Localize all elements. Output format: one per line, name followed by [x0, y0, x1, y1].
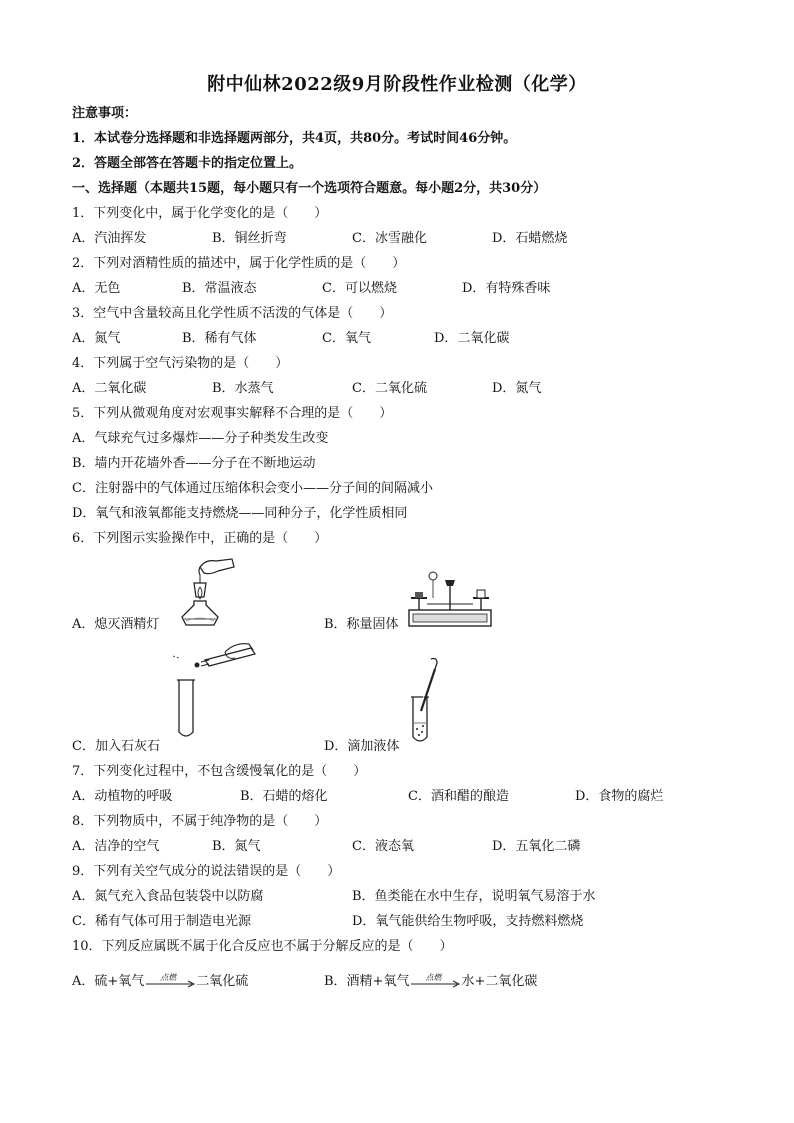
question-stem: 2．下列对酒精性质的描述中，属于化学性质的是（ ） — [72, 256, 406, 271]
option: B．常温液态 — [182, 281, 257, 296]
dropper-test-tube-figure — [405, 655, 445, 745]
option: D．有特殊香味 — [462, 281, 551, 296]
option-row — [72, 280, 752, 298]
balance-figure — [405, 568, 495, 630]
question-stem: 6．下列图示实验操作中，正确的是（ ） — [72, 531, 328, 546]
option: D．食物的腐烂 — [575, 789, 664, 804]
question-stem: 1．下列变化中，属于化学变化的是（ ） — [72, 206, 328, 221]
option: D．二氧化碳 — [434, 331, 510, 346]
option: C．加入石灰石 — [72, 739, 160, 754]
question-stem: 8．下列物质中，不属于纯净物的是（ ） — [72, 814, 328, 829]
option: B．水蒸气 — [212, 381, 274, 396]
option: D．滴加液体 — [324, 739, 400, 754]
option: A．二氧化碳 — [72, 381, 147, 396]
option: D．氧气能供给生物呼吸，支持燃料燃烧 — [352, 914, 584, 929]
alcohol-lamp-figure — [170, 555, 240, 633]
reactants: A．硫+氧气 — [72, 974, 145, 989]
reactants: B．酒精+氧气 — [324, 974, 410, 989]
option: C．冰雪融化 — [352, 231, 427, 246]
option: C．氧气 — [322, 331, 371, 346]
option-row — [72, 230, 752, 248]
section-heading: 一、选择题（本题共15题，每小题只有一个选项符合题意。每小题2分，共30分） — [72, 181, 547, 196]
option: D．石蜡燃烧 — [492, 231, 568, 246]
option: D．氮气 — [492, 381, 542, 396]
option: A．氮气 — [72, 331, 121, 346]
option-row — [72, 973, 752, 991]
notice-heading: 注意事项： — [72, 106, 138, 121]
option: C．注射器中的气体通过压缩体积会变小——分子间的间隔减小 — [72, 481, 433, 496]
option: C．可以燃烧 — [322, 281, 397, 296]
question-stem: 3．空气中含量较高且化学性质不活泼的气体是（ ） — [72, 306, 393, 321]
option: A．动植物的呼吸 — [72, 789, 173, 804]
option: B．氮气 — [212, 839, 261, 854]
option-equation-a — [72, 973, 248, 991]
option: C．液态氧 — [352, 839, 414, 854]
option: A．洁净的空气 — [72, 839, 160, 854]
option: C．酒和醋的酿造 — [408, 789, 509, 804]
test-tube-limestone-figure — [165, 640, 265, 740]
reaction-arrow-icon — [144, 972, 196, 989]
option: A．汽油挥发 — [72, 231, 147, 246]
products: 二氧化硫 — [196, 974, 249, 989]
option: C．二氧化硫 — [352, 381, 427, 396]
option: A．熄灭酒精灯 — [72, 617, 160, 632]
option-row — [72, 888, 752, 906]
option-row — [72, 838, 752, 856]
option: B．鱼类能在水中生存，说明氧气易溶于水 — [352, 889, 596, 904]
option-row — [72, 330, 752, 348]
notice-item-1: 1．本试卷分选择题和非选择题两部分，共4页，共80分。考试时间46分钟。 — [72, 131, 517, 146]
option: B．铜丝折弯 — [212, 231, 287, 246]
option: B．墙内开花墙外香——分子在不断地运动 — [72, 456, 316, 471]
question-stem: 9．下列有关空气成分的说法错误的是（ ） — [72, 864, 341, 879]
option: C．稀有气体可用于制造电光源 — [72, 914, 251, 929]
page-title: 附中仙林2022级9月阶段性作业检测（化学） — [207, 74, 587, 95]
option-row — [72, 380, 752, 398]
notice-item-2: 2．答题全部答在答题卡的指定位置上。 — [72, 156, 303, 171]
option: B．称量固体 — [324, 617, 399, 632]
option: D．氧气和液氧都能支持燃烧——同种分子，化学性质相同 — [72, 506, 408, 521]
question-stem: 7．下列变化过程中，不包含缓慢氧化的是（ ） — [72, 764, 367, 779]
option-row — [72, 788, 752, 806]
option: A．气球充气过多爆炸——分子种类发生改变 — [72, 431, 329, 446]
reaction-condition: 点燃 — [425, 972, 442, 982]
option: B．石蜡的熔化 — [240, 789, 328, 804]
option: A．无色 — [72, 281, 121, 296]
products: 水+二氧化碳 — [461, 974, 538, 989]
option: B．稀有气体 — [182, 331, 257, 346]
option-equation-b — [324, 973, 537, 991]
option: D．五氧化二磷 — [492, 839, 581, 854]
question-stem: 5．下列从微观角度对宏观事实解释不合理的是（ ） — [72, 406, 393, 421]
option: A．氮气充入食品包装袋中以防腐 — [72, 889, 264, 904]
option-row — [72, 913, 752, 931]
reaction-condition: 点燃 — [160, 972, 177, 982]
question-stem: 10．下列反应属既不属于化合反应也不属于分解反应的是（ ） — [72, 939, 453, 954]
question-stem: 4．下列属于空气污染物的是（ ） — [72, 356, 289, 371]
reaction-arrow-icon — [409, 972, 461, 989]
